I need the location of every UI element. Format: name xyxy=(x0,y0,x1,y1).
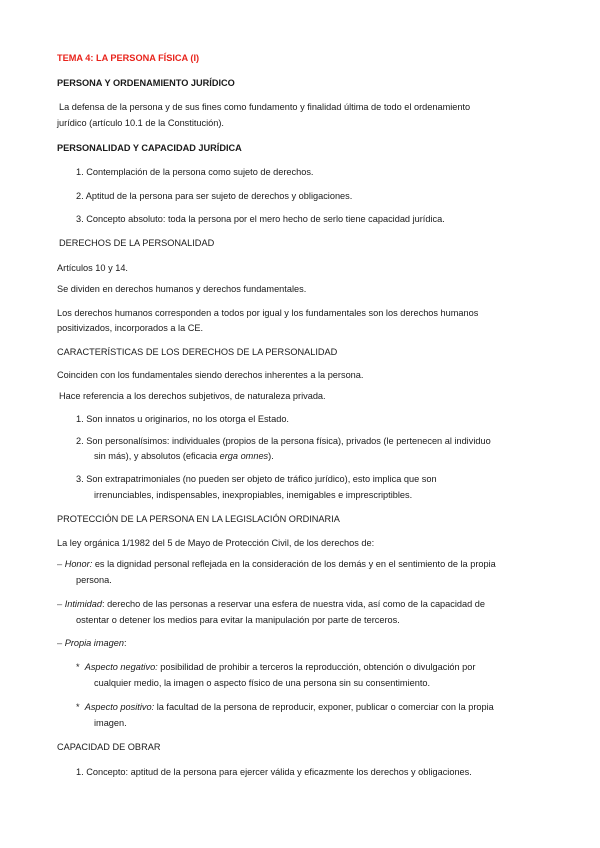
dash-bullet: – xyxy=(57,599,63,609)
dash-item-continuation: persona. xyxy=(76,575,112,585)
paragraph: Coinciden con los fundamentales siendo derechos inherentes a la persona. xyxy=(57,370,364,380)
list-item-continuation: sin más), y absolutos (eficacia erga omnes). xyxy=(94,451,274,461)
document-title: TEMA 4: LA PERSONA FÍSICA (I) xyxy=(57,53,200,63)
list-item: 1. Contemplación de la persona como sujeto de derechos. xyxy=(76,167,314,177)
list-item: 3. Son extrapatrimoniales (no pueden ser objeto de tráfico jurídico), esto implica que son xyxy=(76,474,437,484)
dash-item-imagen: – Propia imagen: xyxy=(57,638,127,648)
dash-bullet: – xyxy=(57,638,63,648)
paragraph: La ley orgánica 1/1982 del 5 de Mayo de Protección Civil, de los derechos de: xyxy=(57,538,375,548)
star-item-negativo: * Aspecto negativo: posibilidad de prohibir a terceros la reproducción, obtención o divulgación por xyxy=(76,662,476,672)
dash-item-honor: – Honor: es la dignidad personal reflejada en la consideración de los demás y en el sentimiento de la propia xyxy=(57,559,496,569)
dash-bullet: – xyxy=(57,559,63,569)
star-bullet: * xyxy=(76,702,80,712)
list-item: 2. Son personalísimos: individuales (propios de la persona física), privados (le pertenecen al individuo xyxy=(76,436,491,446)
star-bullet: * xyxy=(76,662,80,672)
section-heading-proteccion: PROTECCIÓN DE LA PERSONA EN LA LEGISLACIÓN ORDINARIA xyxy=(57,514,340,524)
section-heading-caracteristicas: CARACTERÍSTICAS DE LOS DERECHOS DE LA PERSONALIDAD xyxy=(57,347,338,357)
section-heading-derechos: DERECHOS DE LA PERSONALIDAD xyxy=(59,238,215,248)
section-heading-personalidad: PERSONALIDAD Y CAPACIDAD JURÍDICA xyxy=(57,143,242,153)
paragraph: Artículos 10 y 14. xyxy=(57,263,128,273)
list-item: 1. Son innatos u originarios, no los otorga el Estado. xyxy=(76,414,289,424)
list-item-continuation: irrenunciables, indispensables, inexpropiables, inemigables e imprescriptibles. xyxy=(94,490,413,500)
paragraph: Se dividen en derechos humanos y derechos fundamentales. xyxy=(57,284,307,294)
list-item: 1. Concepto: aptitud de la persona para ejercer válida y eficazmente los derechos y obligaciones. xyxy=(76,767,472,777)
paragraph-line: La defensa de la persona y de sus fines como fundamento y finalidad última de todo el ordenamiento xyxy=(59,102,471,112)
list-item: 3. Concepto absoluto: toda la persona por el mero hecho de serlo tiene capacidad jurídica. xyxy=(76,214,445,224)
star-item-positivo: * Aspecto positivo: la facultad de la persona de reproducir, exponer, publicar o comerciar con la propia xyxy=(76,702,494,712)
list-item: 2. Aptitud de la persona para ser sujeto de derechos y obligaciones. xyxy=(76,191,353,201)
paragraph: Hace referencia a los derechos subjetivos, de naturaleza privada. xyxy=(59,391,326,401)
section-heading-capacidad-obrar: CAPACIDAD DE OBRAR xyxy=(57,742,161,752)
paragraph-line: Los derechos humanos corresponden a todos por igual y los fundamentales son los derechos humanos xyxy=(57,308,479,318)
dash-item-intimidad: – Intimidad: derecho de las personas a reservar una esfera de nuestra vida, así como de la capacidad de xyxy=(57,599,486,609)
paragraph-line: positivizados, incorporados a la CE. xyxy=(57,323,204,333)
star-item-continuation: cualquier medio, la imagen o aspecto físico de una persona sin su consentimiento. xyxy=(94,678,431,688)
dash-item-continuation: ostentar o detener los medios para evitar la manipulación por parte de terceros. xyxy=(76,615,400,625)
paragraph-line: jurídico (artículo 10.1 de la Constitución). xyxy=(57,118,224,128)
section-heading-persona: PERSONA Y ORDENAMIENTO JURÍDICO xyxy=(57,78,235,88)
star-item-continuation: imagen. xyxy=(94,718,127,728)
